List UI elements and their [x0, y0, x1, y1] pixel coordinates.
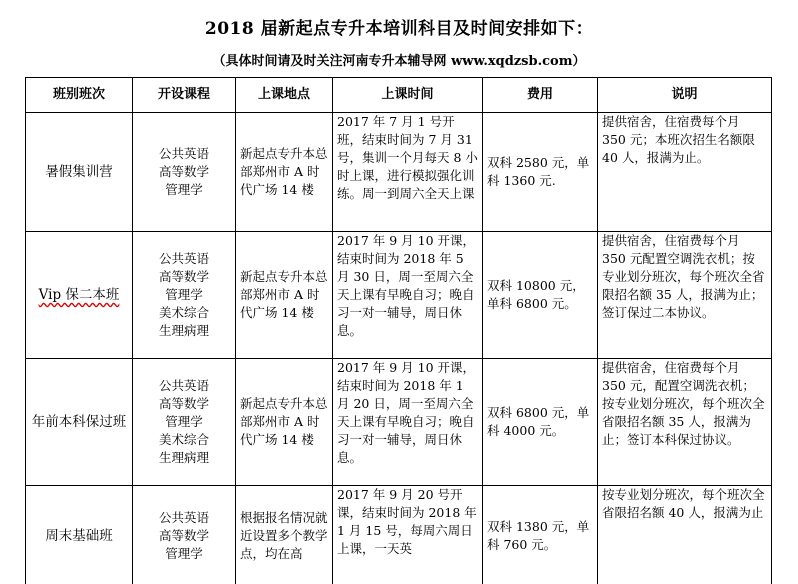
- course-item: 高等数学: [158, 528, 209, 543]
- table-header-row: [26, 78, 772, 113]
- document-subtitle: （具体时间请及时关注河南专升本辅导网 www.xqdzsb.com）: [212, 54, 586, 69]
- course-item: 管理学: [165, 182, 203, 197]
- course-list: [133, 359, 236, 486]
- course-item: 管理学: [165, 546, 203, 561]
- schedule-table: [25, 77, 772, 584]
- table-row: [26, 113, 772, 232]
- class-name: 周末基础班: [26, 486, 133, 584]
- course-item: 公共英语: [158, 510, 209, 525]
- header-time: 上课时间: [333, 78, 483, 113]
- header-courses: 开设课程: [133, 78, 236, 113]
- header-location: 上课地点: [236, 78, 333, 113]
- location: 新起点专升本总部郑州市 A 时代广场 14 楼: [236, 113, 333, 232]
- location: 新起点专升本总部郑州市 A 时代广场 14 楼: [236, 359, 333, 486]
- class-name: [26, 232, 133, 359]
- course-list: [133, 232, 236, 359]
- document-title: 2018 届新起点专升本培训科目及时间安排如下：: [204, 19, 594, 39]
- note: 提供宿舍，住宿费每个月 350 元；本班次招生名额限 40 人，报满为止。: [598, 113, 772, 232]
- table-row: [26, 359, 772, 486]
- fee: 双科 1380 元，单科 760 元。: [483, 486, 598, 584]
- course-item: 生理病理: [158, 450, 209, 465]
- fee: 双科 10800 元，单科 6800 元。: [483, 232, 598, 359]
- course-item: 高等数学: [158, 164, 209, 179]
- course-item: 高等数学: [158, 269, 209, 284]
- class-name: 暑假集训营: [26, 113, 133, 232]
- header-class: 班别班次: [26, 78, 133, 113]
- class-name-text: Vip 保二本班: [38, 287, 120, 303]
- class-time: 2017 年 9 月 10 开课，结束时间为 2018 年 1 月 20 日，周一至周六全天上课有早晚自习；晚自习一对一辅导，周日休息。: [333, 359, 483, 486]
- note: 提供宿舍，住宿费每个月 350 元，配置空调洗衣机；按专业划分班次，每个班次全省限招名额 35 人，报满为止；签订本科保过协议。: [598, 359, 772, 486]
- class-time: 2017 年 7 月 1 号开班，结束时间为 7 月 31 号，集训一个月每天 8 小时上课，进行模拟强化训练。周一到周六全天上课: [333, 113, 483, 232]
- table-row: [26, 232, 772, 359]
- header-fee: 费用: [483, 78, 598, 113]
- class-time: 2017 年 9 月 20 号开课，结束时间为 2018 年 1 月 15 号，每周六周日上课，一天英: [333, 486, 483, 584]
- course-item: 美术综合: [158, 305, 209, 320]
- course-item: 高等数学: [158, 396, 209, 411]
- course-item: 公共英语: [158, 146, 209, 161]
- header-note: 说明: [598, 78, 772, 113]
- note: 提供宿舍，住宿费每个月 350 元配置空调洗衣机；按专业划分班次，每个班次全省限招名额 35 人，报满为止；签订保过二本协议。: [598, 232, 772, 359]
- course-item: 管理学: [165, 287, 203, 302]
- fee: 双科 6800 元，单科 4000 元。: [483, 359, 598, 486]
- course-item: 管理学: [165, 414, 203, 429]
- location: 新起点专升本总部郑州市 A 时代广场 14 楼: [236, 232, 333, 359]
- course-item: 公共英语: [158, 378, 209, 393]
- note: 按专业划分班次，每个班次全省限招名额 40 人，报满为止: [598, 486, 772, 584]
- course-item: 生理病理: [158, 323, 209, 338]
- class-name: 年前本科保过班: [26, 359, 133, 486]
- course-list: [133, 113, 236, 232]
- table-row: [26, 486, 772, 584]
- course-item: 美术综合: [158, 432, 209, 447]
- class-time: 2017 年 9 月 10 开课，结束时间为 2018 年 5 月 30 日，周一至周六全天上课有早晚自习；晚自习一对一辅导，周日休息。: [333, 232, 483, 359]
- course-item: 公共英语: [158, 251, 209, 266]
- course-list: [133, 486, 236, 584]
- fee: 双科 2580 元，单科 1360 元.: [483, 113, 598, 232]
- location: 根据报名情况就近设置多个教学点，均在高: [236, 486, 333, 584]
